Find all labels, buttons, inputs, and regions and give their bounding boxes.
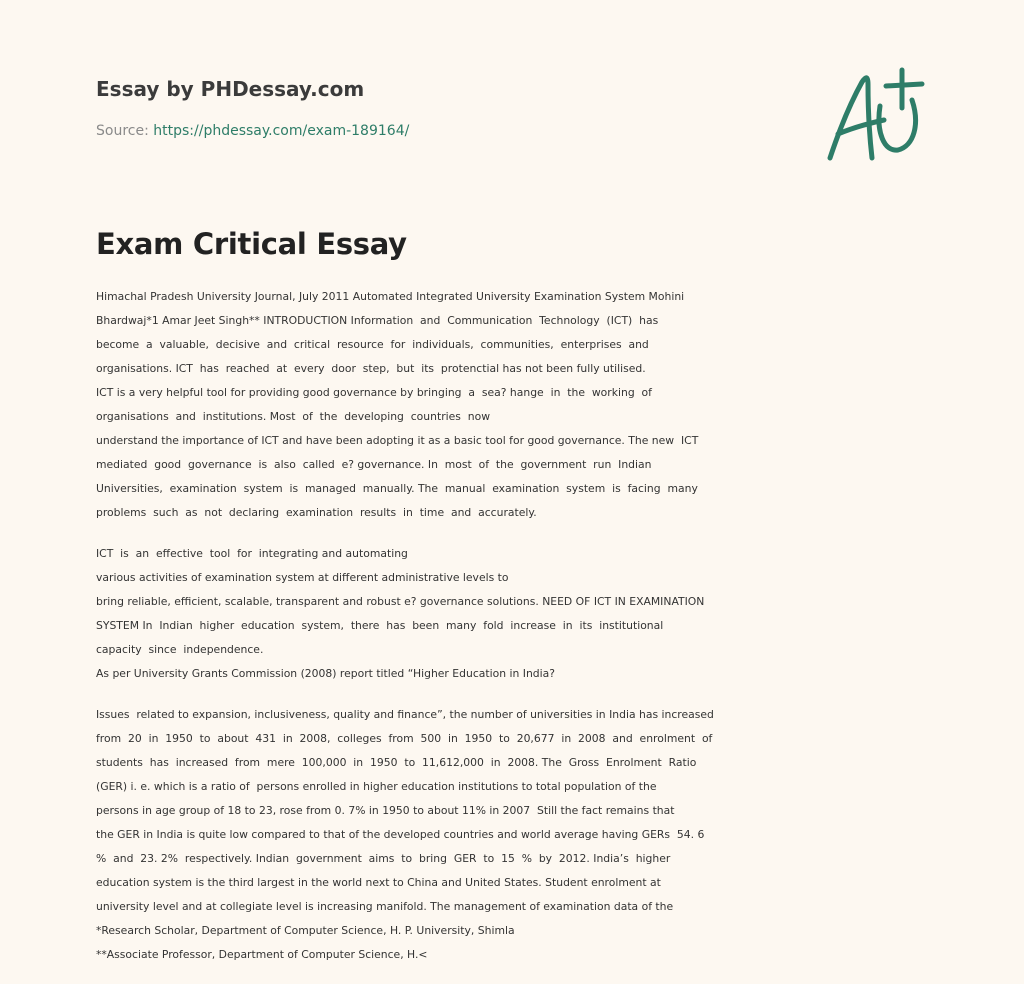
a-plus-logo-icon — [822, 66, 932, 170]
text-line: SYSTEM In Indian higher education system, there has been many fold increase in its institutional — [96, 619, 664, 632]
text-line: education system is the third largest in the world next to China and United States. Student enrolment at — [96, 876, 661, 889]
text-line: become a valuable, decisive and critical resource for individuals, communities, enterprises and — [96, 338, 649, 351]
text-line: *Research Scholar, Department of Computer Science, H. P. University, Shimla — [96, 924, 515, 937]
text-line: bring reliable, efficient, scalable, transparent and robust e? governance solutions. NEED OF ICT IN EXAMINATION — [96, 595, 705, 608]
text-line: As per University Grants Commission (2008) report titled “Higher Education in India? — [96, 667, 555, 680]
text-line: students has increased from mere 100,000 in 1950 to 11,612,000 in 2008. The Gross Enrolment Ratio — [96, 756, 697, 769]
text-line: Issues related to expansion, inclusiveness, quality and finance”, the number of universities in India has increased — [96, 708, 714, 721]
text-line: various activities of examination system at different administrative levels to — [96, 571, 509, 584]
text-line: from 20 in 1950 to about 431 in 2008, colleges from 500 in 1950 to 20,677 in 2008 and enrolment of — [96, 732, 713, 745]
text-line: persons in age group of 18 to 23, rose from 0. 7% in 1950 to about 11% in 2007 Still the fact remains that — [96, 804, 675, 817]
paragraph — [96, 542, 936, 686]
paragraph — [96, 285, 936, 525]
text-line: Bhardwaj*1 Amar Jeet Singh** INTRODUCTION Information and Communication Technology (ICT) has — [96, 314, 659, 327]
text-line: university level and at collegiate level is increasing manifold. The management of examination data of the — [96, 900, 674, 913]
essay-title: Exam Critical Essay — [96, 227, 407, 261]
text-line: understand the importance of ICT and have been adopting it as a basic tool for good governance. The new ICT — [96, 434, 699, 447]
text-line: % and 23. 2% respectively. Indian government aims to bring GER to 15 % by 2012. India’s higher — [96, 852, 671, 865]
source-link[interactable]: https://phdessay.com/exam-189164/ — [153, 123, 410, 139]
text-line: ICT is an effective tool for integrating and automating — [96, 547, 408, 560]
text-line: problems such as not declaring examination results in time and accurately. — [96, 506, 537, 519]
essay-header — [96, 74, 796, 141]
source-line — [96, 121, 796, 141]
text-line: (GER) i. e. which is a ratio of persons enrolled in higher education institutions to total population of the — [96, 780, 657, 793]
text-line: the GER in India is quite low compared to that of the developed countries and world average having GERs 54. 6 — [96, 828, 705, 841]
text-line: ICT is a very helpful tool for providing good governance by bringing a sea? hange in the working of — [96, 386, 652, 399]
site-title: Essay by PHDessay.com — [96, 77, 365, 101]
text-line: **Associate Professor, Department of Computer Science, H.< — [96, 948, 428, 961]
text-line: Universities, examination system is managed manually. The manual examination system is facing many — [96, 482, 698, 495]
text-line: Himachal Pradesh University Journal, July 2011 Automated Integrated University Examination System Mohini — [96, 290, 685, 303]
text-line: mediated good governance is also called e? governance. In most of the government run Indian — [96, 458, 652, 471]
text-line: organisations and institutions. Most of the developing countries now — [96, 410, 491, 423]
text-line: capacity since independence. — [96, 643, 264, 656]
essay-body — [96, 285, 936, 984]
text-line: organisations. ICT has reached at every door step, but its protenctial has not been fully utilised. — [96, 362, 646, 375]
source-label: Source: — [96, 123, 149, 139]
paragraph — [96, 703, 936, 967]
